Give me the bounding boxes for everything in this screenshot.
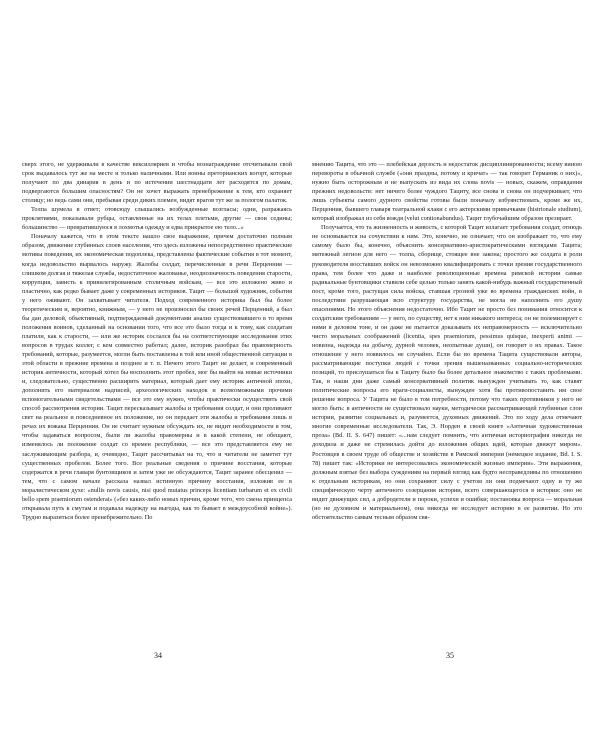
paragraph: Толпа шумела в ответ; отовсюду слышались возбужденные возгласы; одни, разражаясь проклятиями, показывали рубцы, оставленные на их телах плетьми, другие — свои седины; большинство — превратившуюся в лохмотья одежду и едва прикрытое ею тело...» xyxy=(22,206,292,232)
paragraph: сверх этого, не удерживали в качестве вексилляриев и чтобы вознаграждение отсчитывали свой срок выдавалось тут же на месте и только наличными. Или воины преторианских когорт, которые получают по два динария в день и по истечении шестнадцати лет расходятся по домам, подвергаются большим опасностям? Он не хочет выражать пренебрежение к тем, кто охраняет столицу; но ведь сами они, пребывая среди диких племен, видят врагов тут же за пологом палаток. xyxy=(22,161,292,205)
page-number-right: 35 xyxy=(446,651,454,660)
paragraph: Поначалу кажется, что в этом тексте нашло свое выражение, причем достаточно полным образом, движение глубинных слоев населения, что здесь изложены непосредственно практические мотивы поведения, их экономическая подоплека, представлены фактические события в тот момент, когда недовольство вырвалось наружу. Жалобы солдат, перечисленные в речи Перценния — слишком долгая и тяжелая служба, недостаточное жалованье, неоднозначность поведения старости, коррупция, зависть к привилегированным столичным войскам, — все это изложено живо и пластично, как редко бывает даже у современных историков. Тацит — большой художник, события у него оживают. Он захватывает читателя. Подход современного историка был бы более теоретическим и, вероятно, книжным, — у него не произносил бы своих речей Перценний, а был бы дан деловой, объективный, подтверждаемый документами анализ существовавшего в то время положения воинов, сделанный на основании того, что все это было тогда и к тому, как солдатам платили, как к старости, — или же историк сослался бы на соответствующие исследования этих вопросов в трудах коллег, с кем совместно работал; далее, историк разобрал бы правомерность требований, которые, разумеется, могли быть поставлены в той или иной общественной ситуации в этой области в прежние времена и позднее и т. п. Ничего этого Тацит не делает, и современный историк античности, который хотел бы восполнить этот пробел, мог бы выйти на новые источники и, следовательно, существенно расширить материал, который дает ему историк античной эпохи, дополнить его материалом надписей, археологических находок и всевозможными прочими вспомогательными свидетельствами — все это ему нужно, чтобы практически осуществить свой способ рассмотрения истории. Тацит пересказывает жалобы и требования солдат, и они проливают свет на реальное и повседневное их положение, но он передает эти жалобы и требования лишь в речах их вожака Перценния. Он не считает нужным обсуждать их, не видит необходимости в том, чтобы задаваться вопросом, были ли жалобы правомерны и в какой степени, не обещают, изменялось ли положение солдат со времен республики, — все это представляется ему не заслуживающим разбора, и, очевидно, Тацит рассчитывал на то, что и читатели не заметят тут существенных пробелов. Более того. Все реальные сведения о причине восстания, которые содержатся в речи главаря бунтовщиков и затем уже не обсуждаются, Тацит заранее обесценил — тем, что с самом начале рассказа назвал истинную причину восстания, изложив ее в моралистическом духе: «nullis novis causis, nisi quod mutatus princeps licentiam turbarum et ex civili bello spem praemiorum ostenderat» («без каких-либо новых причин, кроме того, что смена принцепса открывала путь к смутам и подавала надежду на выгоды, как то бывает в междоусобной войне»). Трудно выразиться более пренебрежительно. По xyxy=(22,233,292,521)
right-page-text xyxy=(312,160,582,522)
left-page-text xyxy=(22,160,292,522)
paragraph: Получается, что та жизненность и живость, с которой Тацит излагает требования солдат, отнюдь не основывается на сочувствии к ним. Это, конечно, не означает, что он изображает то, что ему самому было бы, конечно, объяснить консервативно-аристократическими взглядами Тацита; мятежный легион для него — толпа, сборище, стоящее вне закона; простого же солдата в роли руководителя восставших войск он невозможно квалифицировать с точки зрения государственного права, тем более что даже и наиболее революционные времена римской истории самые радикальные бунтовщики ставили себе целью только занять какой-нибудь важный государственный пост, кроме того, растущая сила войска, ставшая грозной уже во времена гражданских войн, в последствии разрушающая всю структуру государства, не могла не наполнить его душу опасениями. Но этого объяснения недостаточно. Ибо Тацит не просто без понимания относится к солдатским требованиям — у него, по существу, нет к ним никакого интереса; он не полемизирует с ними в деловом тоне, и он даже не пытается доказывать их неправомерность — исключительно чисто моральных соображений (licentia, spes praemiorum, pessimus quisque, inexperti animi — новизна, надежда на добычу, дурной человек, неопытные души), он говорит о их правах. Такое отношение у него появилось не случайно. Если бы во времена Тацита существовали авторы, рассматривающие поступки людей с точки зрения вышеназванных социально-исторических позиций, то прислушаться бы к Тациту было бы более детальное знакомство с таких проблемами. Так, в наши дни даже самый консервативный политик вынужден учитывать то, как ставят политические вопросы его враги-социалисты, вынужден хотя бы противопоставить им свое решение вопроса. У Тацита не было в том потребности, потому что таких противников у него не могло быть: в античности не существовало науки, методически рассматривающей глубинные слои истории, развитие социальных и, разумеется, духовных движений. Это по ходу дела отмечают многие современные исследователи. Так, Э. Норден в своей книге «Античная художественная проза» (Bd. II. S. 647) пишет: «...нам следует помнить, что античная историография никогда не доходила и даже не стремилась дойти до изложения общих идей, которые движут миром». Ростовцев в своем труде об обществе и хозяйстве в Римской империи (немецкое издание, Bd. I. S. 78) пишет так: «Историки не интересовались экономической жизнью империи». Эти выражения, должным взятые без выбора суждениям на первый взгляд как будто несправедливы по отношению к отдельным историкам, но они сохраняют силу с учетом ли они подмечают одну и ту же специфическую черту античного созерцания истории, всего совершающегося в истории: оно не видит движущих сил, а добродетели и пороки, успехи и ошибки; постановка вопроса — моральная (но не духовном и материальном), она никогда не исследует историю в ее развитии. Но это обстоятельство самым тесным образом свя- xyxy=(312,224,582,521)
page-number-left: 34 xyxy=(154,651,162,660)
paragraph: мнению Тацита, что это — плебейская дерзость и недостаток дисциплинированности; всему виною перевороты в обычной службе («они праздны, потому и кричат» — так говорит Германик о них)», нужно быть осторожным и не выпускать из вида их слова novis — новых, скажем, оправдания прежних недовольств: нет ничего более чуждого Тациту, все снова и снова он подчеркивает, что лишь субъекты самого дурного свойства готовы были поначалу избуянствовать, кроме же их, Перценния, бывшего главаря театральной клаки с его актерскими привычками (histrionale studium), который изображал из себя вождя (velut contionabundus). Тацит глубочайшим образом презирает. xyxy=(312,161,582,223)
